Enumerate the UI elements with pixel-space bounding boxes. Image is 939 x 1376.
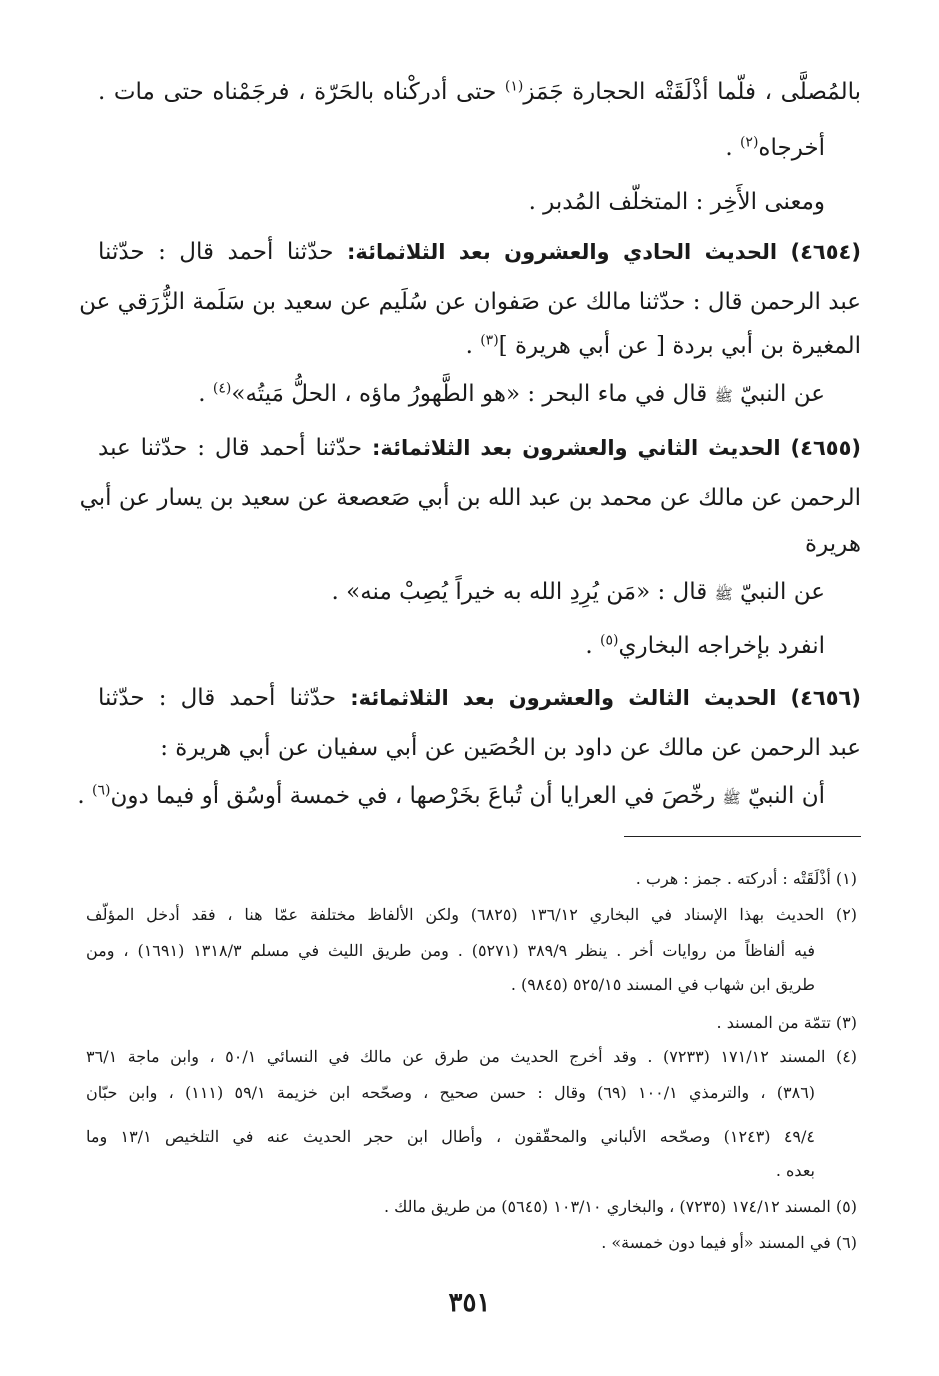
footnote-ref[interactable]: (٦) xyxy=(92,782,111,799)
text-line: عبد الرحمن عن مالك عن داود بن الحُصَين عن أبي سفيان عن أبي هريرة : xyxy=(160,735,861,761)
text-line: أخرجاه$^{(٢)}$ . xyxy=(725,134,825,161)
hadith-heading: (٤٦٥٤) الحديث الحادي والعشرون بعد الثلاثمائة: xyxy=(346,240,861,264)
text-line: انفرد بإخراجه البخاري$^{(٥)}$ . xyxy=(585,632,825,659)
text-line: هريرة xyxy=(805,531,861,557)
footnote-2: (٢) الحديث بهذا الإسناد في البخاري ١٣٦/١٢ (٦٨٢٥) ولكن الألفاظ مختلفة عمّا هنا ، فقد أدخل المؤلّف xyxy=(86,905,858,924)
footnote-5: (٥) المسند ١٧٤/١٢ (٧٢٣٥) ، والبخاري ١٠٣/١٠ (٥٦٤٥) من طريق مالك . xyxy=(383,1197,857,1216)
text-line: عن النبيّ ﷺ قال في ماء البحر : «هو الطَّهورُ ماؤه ، الحلُّ مَيتُه»$^{(٤)}$ . xyxy=(198,380,825,407)
footnote-separator xyxy=(624,836,861,837)
footnote-ref[interactable]: (٢) xyxy=(739,134,759,151)
footnote-6: (٦) في المسند «أو فيما دون خمسة» . xyxy=(601,1233,857,1252)
footnote-2-cont: فيه ألفاظاً من روايات أخر . ينظر ٣٨٩/٩ (٥٢٧١) . ومن طريق الليث في مسلم ١٣١٨/٣ (١٦٩١) ، ومن xyxy=(86,941,815,960)
hadith-heading-line: (٤٦٥٤) الحديث الحادي والعشرون بعد الثلاثمائة: حدّثنا أحمد قال : حدّثنا xyxy=(98,239,861,265)
text-line: أن النبيّ ﷺ رخّصَ في العرايا أن تُباعَ بخَرْصها ، في خمسة أوسُق أو فيما دون$^{(٦)}$ . xyxy=(77,782,825,809)
footnote-4: (٤) المسند ١٧١/١٢ (٧٢٣٣) . وقد أخرج الحديث من طرق عن مالك في النسائي ٥٠/١ ، وابن ماجة ٣٦/١ xyxy=(86,1047,858,1066)
text-line: بالمُصلَّى ، فلّما أذْلَقَتْه الحجارة جَمَز$^{(١)}$ حتى أدركْناه بالحَرّة ، فرجَمْناه حتى مات . xyxy=(98,78,862,105)
text-line: ومعنى الأَخِر : المتخلّف المُدبر . xyxy=(528,189,825,215)
salawat-glyph: ﷺ xyxy=(722,789,741,807)
footnote-4-cont: (٣٨٦) ، والترمذي ١٠٠/١ (٦٩) وقال : حسن صحيح ، وصحّحه ابن خزيمة ٥٩/١ (١١١) ، وابن حبّان xyxy=(86,1083,816,1102)
footnote-2-cont: طريق ابن شهاب في المسند ٥٢٥/١٥ (٩٨٤٥) . xyxy=(510,975,815,994)
footnote-ref[interactable]: (١) xyxy=(504,78,524,95)
footnote-4-cont: ٤٩/٤ (١٢٤٣) وصحّحه الألباني والمحقّقون ، وأطال ابن حجر الحديث عنه في التلخيص ١٣/١ وما xyxy=(86,1127,815,1146)
hadith-heading-line: (٤٦٥٥) الحديث الثاني والعشرون بعد الثلاثمائة: حدّثنا أحمد قال : حدّثنا عبد xyxy=(98,435,862,461)
footnote-4-cont: بعده . xyxy=(775,1161,815,1180)
footnote-ref[interactable]: (٥) xyxy=(599,632,619,649)
footnote-1: (١) أذْلَقَتْه : أدركته . جمز : هرب . xyxy=(635,869,857,888)
hadith-heading-line: (٤٦٥٦) الحديث الثالث والعشرون بعد الثلاثمائة: حدّثنا أحمد قال : حدّثنا xyxy=(98,685,861,711)
hadith-heading: (٤٦٥٦) الحديث الثالث والعشرون بعد الثلاثمائة: xyxy=(350,686,861,710)
page-number: ٣٥١ xyxy=(448,1288,491,1318)
text-line: الرحمن عن مالك عن محمد بن عبد الله بن أبي صَعصعة عن سعيد بن يسار عن أبي xyxy=(79,485,861,511)
text-line: عن النبيّ ﷺ قال : «مَن يُرِدِ الله به خيراً يُصِبْ منه» . xyxy=(331,579,825,605)
salawat-glyph: ﷺ xyxy=(714,585,733,603)
salawat-glyph: ﷺ xyxy=(714,387,733,405)
footnote-ref[interactable]: (٤) xyxy=(212,380,232,397)
footnote-ref[interactable]: (٣) xyxy=(480,332,499,349)
text-line: المغيرة بن أبي بردة [ عن أبي هريرة ]$^{(٣)}$ . xyxy=(465,332,861,359)
hadith-heading: (٤٦٥٥) الحديث الثاني والعشرون بعد الثلاثمائة: xyxy=(372,436,862,460)
footnote-3: (٣) تتمّة من المسند . xyxy=(716,1013,857,1032)
text-line: عبد الرحمن قال : حدّثنا مالك عن صَفوان عن سُلَيم عن سعيد بن سَلَمة الزُّرَقي عن xyxy=(79,289,861,315)
